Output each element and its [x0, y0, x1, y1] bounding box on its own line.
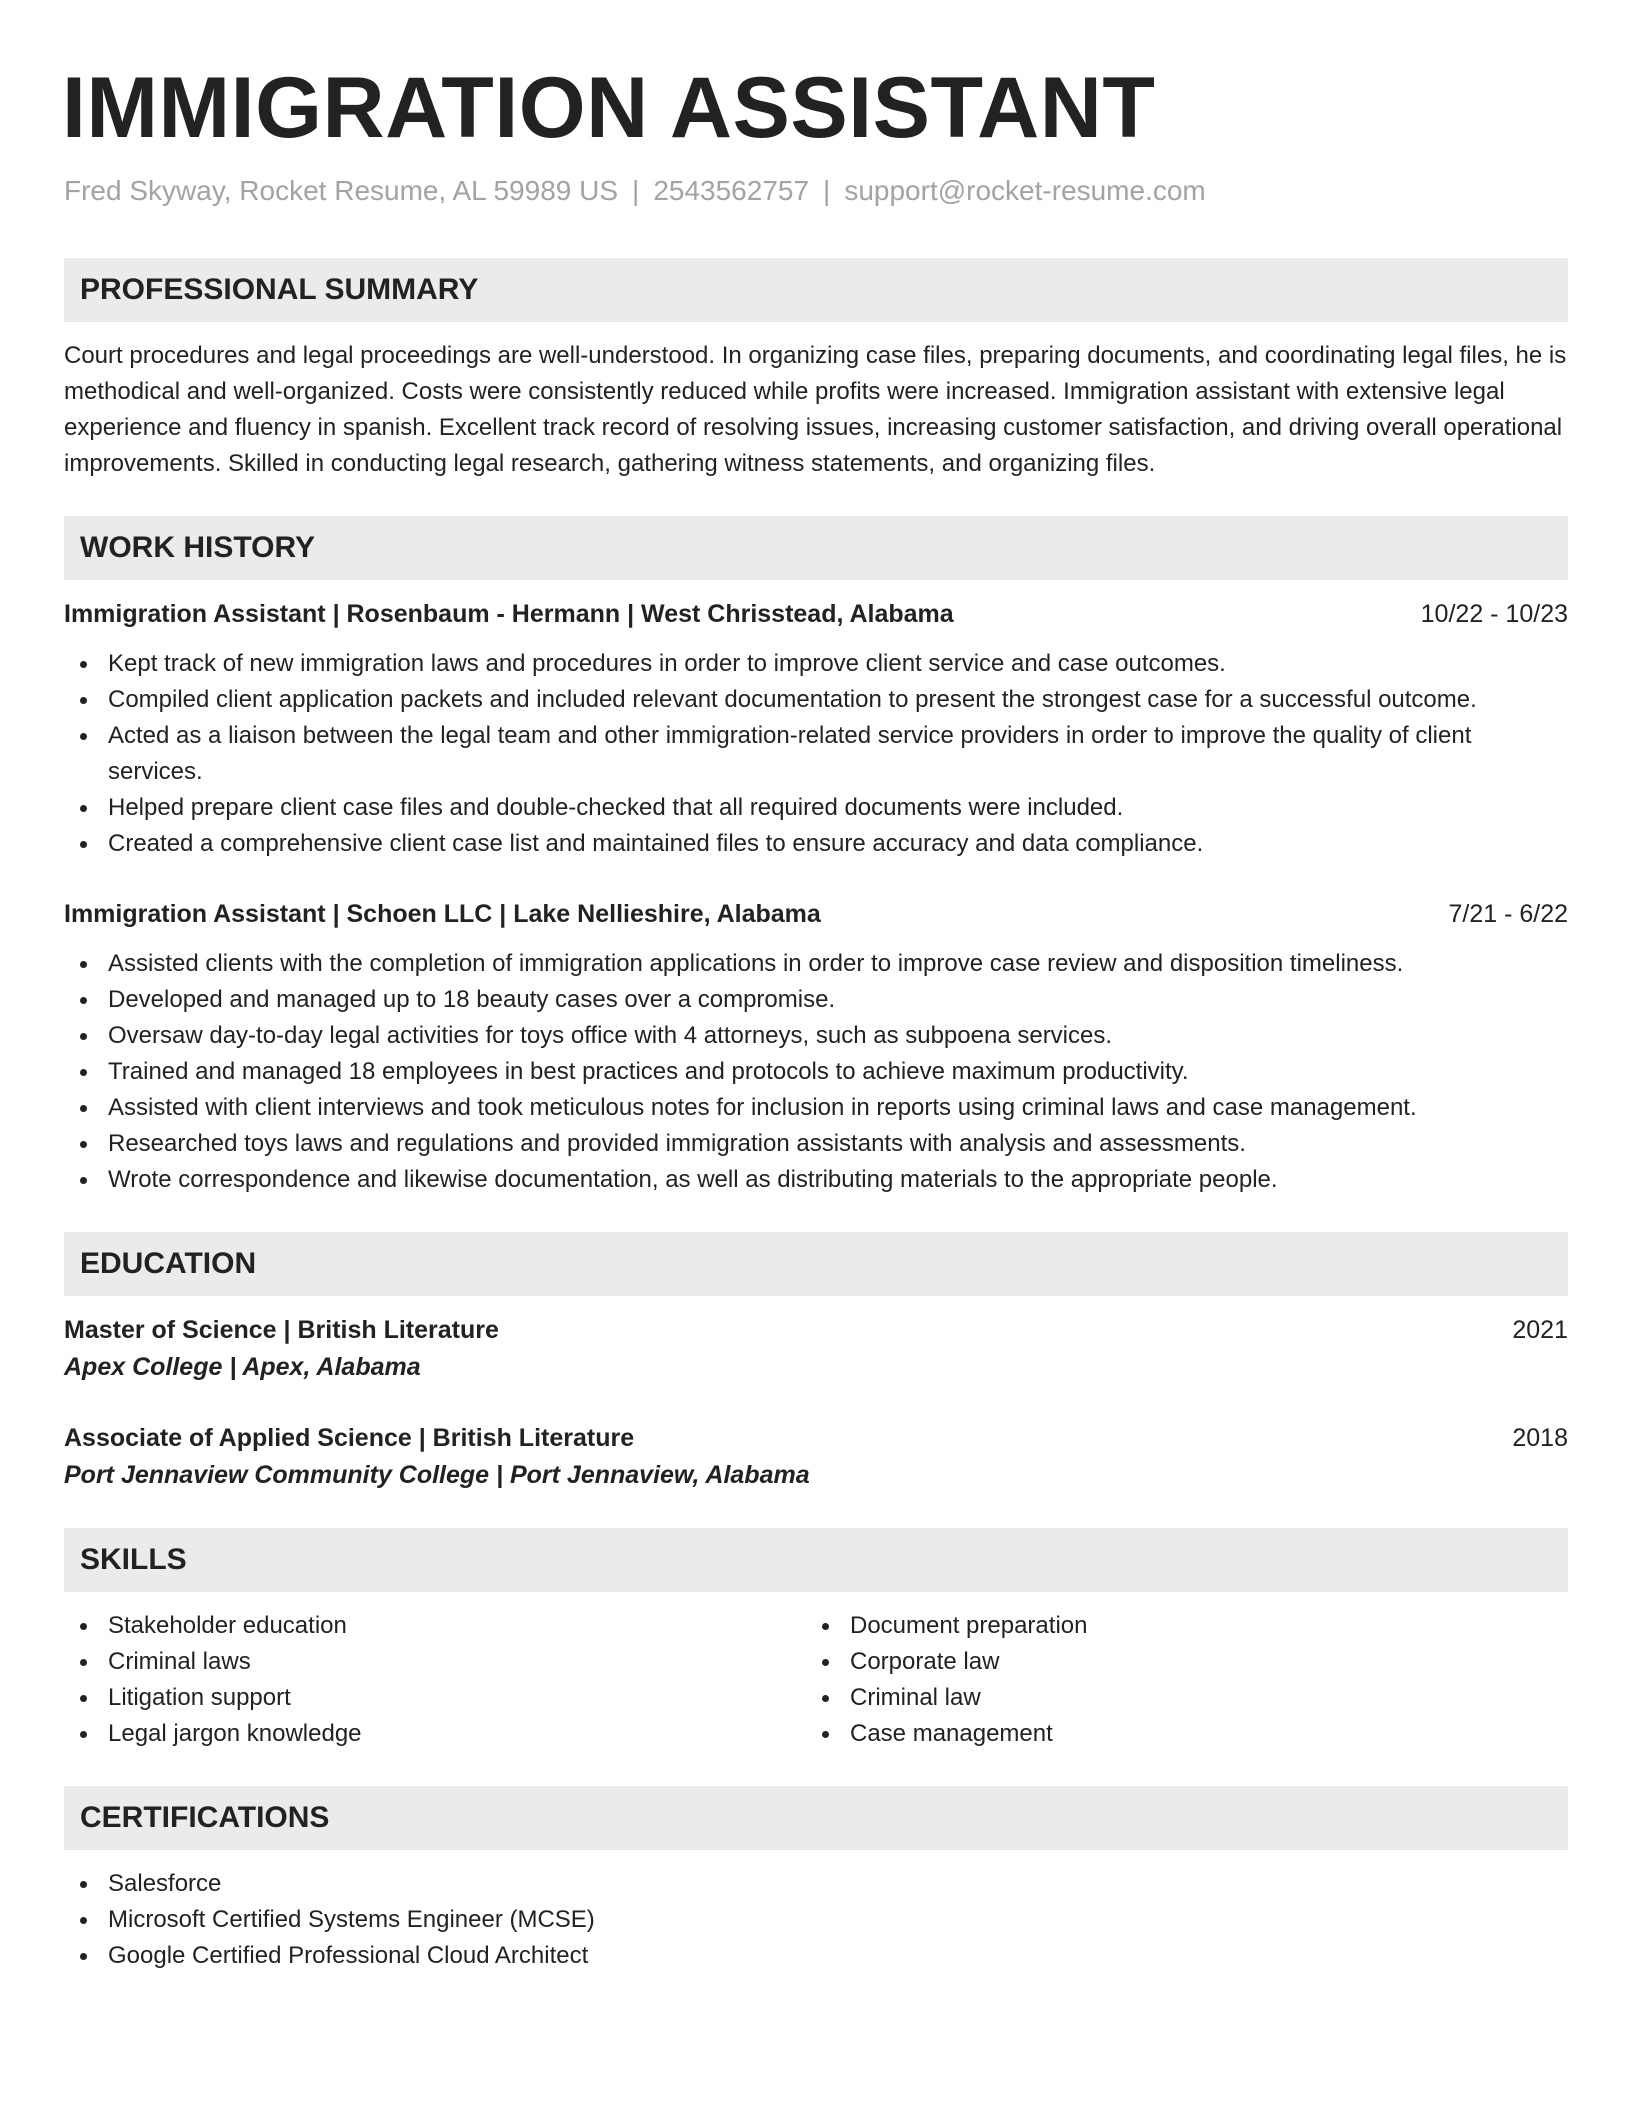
- skill-item: Criminal laws: [64, 1644, 806, 1680]
- certifications-list: [64, 1866, 1568, 1974]
- job-dates: 7/21 - 6/22: [1448, 900, 1568, 928]
- job-bullet: Oversaw day-to-day legal activities for toys office with 4 attorneys, such as subpoena services.: [64, 1018, 1568, 1054]
- contact-separator: |: [632, 175, 640, 206]
- education-entry: [64, 1312, 1568, 1386]
- skills-column-left: [64, 1608, 806, 1752]
- skill-item: Legal jargon knowledge: [64, 1716, 806, 1752]
- section-heading-skills: SKILLS: [64, 1528, 1568, 1592]
- job-header: [64, 596, 1568, 632]
- skills-list: [64, 1608, 1568, 1752]
- job-dates: 10/22 - 10/23: [1420, 600, 1568, 628]
- skill-item: Litigation support: [64, 1680, 806, 1716]
- education-entry: [64, 1420, 1568, 1494]
- resume-name-heading: IMMIGRATION ASSISTANT: [62, 60, 1156, 156]
- job-bullets: [64, 646, 1568, 862]
- skill-item: Case management: [806, 1716, 1548, 1752]
- job-bullet: Developed and managed up to 18 beauty cases over a compromise.: [64, 982, 1568, 1018]
- education-school: Apex College | Apex, Alabama: [64, 1353, 421, 1381]
- contact-phone: 2543562757: [653, 175, 810, 206]
- job-bullet: Acted as a liaison between the legal team and other immigration-related service providers in order to improve the quality of client services.: [64, 718, 1568, 790]
- job-title: Immigration Assistant | Rosenbaum - Hermann | West Chrisstead, Alabama: [64, 600, 954, 628]
- skill-item: Stakeholder education: [64, 1608, 806, 1644]
- education-year: 2021: [1512, 1316, 1568, 1344]
- skill-item: Corporate law: [806, 1644, 1548, 1680]
- job-bullet: Kept track of new immigration laws and procedures in order to improve client service and case outcomes.: [64, 646, 1568, 682]
- job-bullet: Created a comprehensive client case list and maintained files to ensure accuracy and data compliance.: [64, 826, 1568, 862]
- education-header: [64, 1420, 1568, 1456]
- contact-address: Fred Skyway, Rocket Resume, AL 59989 US: [64, 175, 619, 206]
- certification-item: Salesforce: [64, 1866, 1568, 1902]
- education-school: Port Jennaview Community College | Port Jennaview, Alabama: [64, 1461, 810, 1489]
- section-heading-work-history: WORK HISTORY: [64, 516, 1568, 580]
- job-header: [64, 896, 1568, 932]
- section-heading-summary: PROFESSIONAL SUMMARY: [64, 258, 1568, 322]
- contact-email: support@rocket-resume.com: [844, 175, 1206, 206]
- certification-item: Microsoft Certified Systems Engineer (MCSE): [64, 1902, 1568, 1938]
- job-title: Immigration Assistant | Schoen LLC | Lake Nellieshire, Alabama: [64, 900, 821, 928]
- education-year: 2018: [1512, 1424, 1568, 1452]
- job-bullet: Compiled client application packets and included relevant documentation to present the strongest case for a successful outcome.: [64, 682, 1568, 718]
- job-bullet: Wrote correspondence and likewise documentation, as well as distributing materials to the appropriate people.: [64, 1162, 1568, 1198]
- education-degree: Associate of Applied Science | British Literature: [64, 1424, 635, 1452]
- job-bullet: Helped prepare client case files and double-checked that all required documents were included.: [64, 790, 1568, 826]
- job-bullet: Assisted with client interviews and took meticulous notes for inclusion in reports using criminal laws and case management.: [64, 1090, 1568, 1126]
- job-entry: [64, 596, 1568, 862]
- job-bullet: Trained and managed 18 employees in best practices and protocols to achieve maximum productivity.: [64, 1054, 1568, 1090]
- job-bullet: Assisted clients with the completion of immigration applications in order to improve case review and disposition timeliness.: [64, 946, 1568, 982]
- skill-item: Document preparation: [806, 1608, 1548, 1644]
- education-degree: Master of Science | British Literature: [64, 1316, 499, 1344]
- skills-column-right: [806, 1608, 1548, 1752]
- summary-text: Court procedures and legal proceedings are well-understood. In organizing case files, preparing documents, and coordinating legal files, he is methodical and well-organized. Costs were consistently reduced while profits were increased. Immigration assistant with extensive legal experience and fluency in spanish. Excellent track record of resolving issues, increasing customer satisfaction, and driving overall operational improvements. Skilled in conducting legal research, gathering witness statements, and organizing files.: [64, 342, 1567, 477]
- education-header: [64, 1312, 1568, 1348]
- section-heading-certifications: CERTIFICATIONS: [64, 1786, 1568, 1850]
- contact-line: [64, 174, 1568, 208]
- certification-item: Google Certified Professional Cloud Architect: [64, 1938, 1568, 1974]
- contact-separator: |: [823, 175, 831, 206]
- job-bullet: Researched toys laws and regulations and provided immigration assistants with analysis and assessments.: [64, 1126, 1568, 1162]
- section-heading-education: EDUCATION: [64, 1232, 1568, 1296]
- job-entry: [64, 896, 1568, 1198]
- skill-item: Criminal law: [806, 1680, 1548, 1716]
- job-bullets: [64, 946, 1568, 1198]
